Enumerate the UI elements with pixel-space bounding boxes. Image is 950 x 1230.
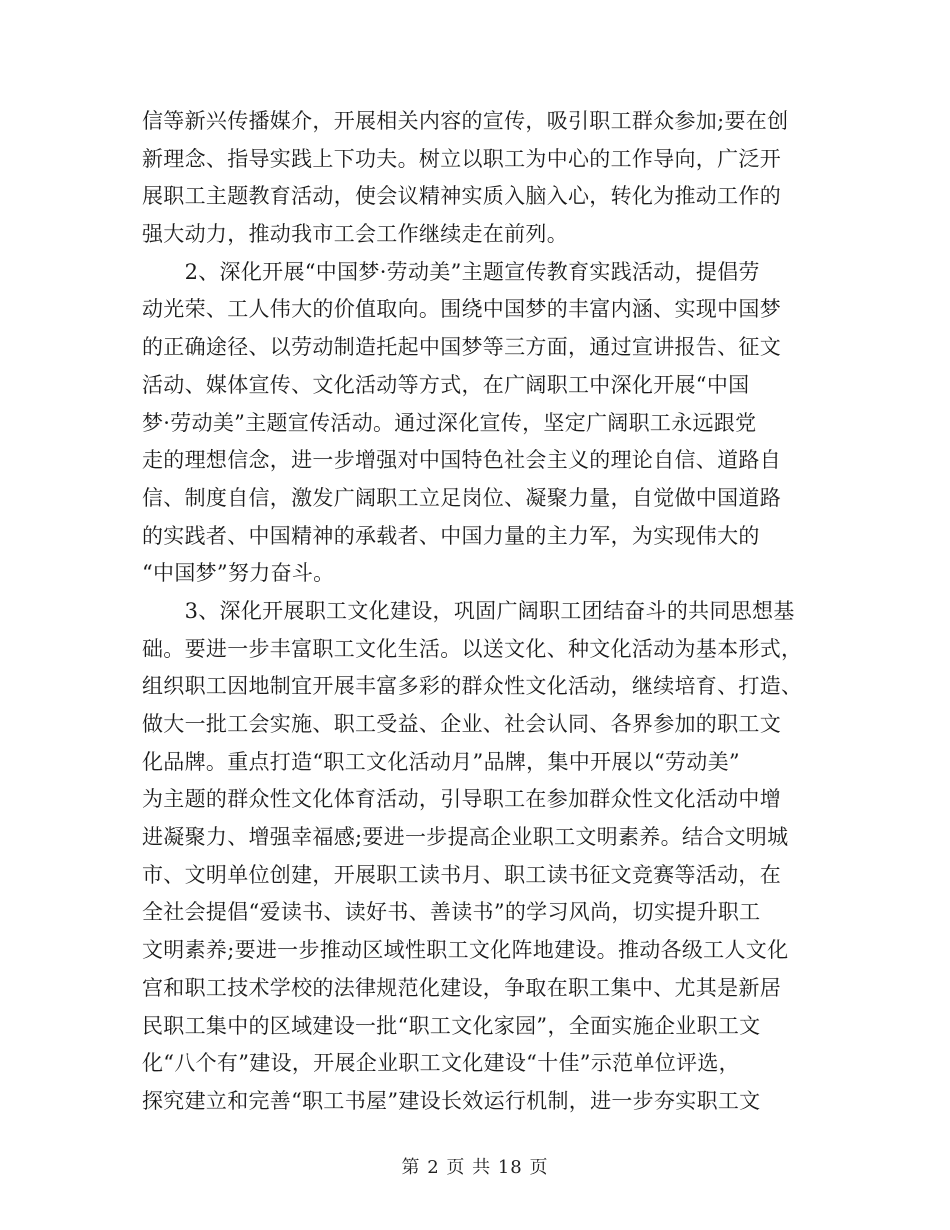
text-line-26: 化“八个有”建设，开展企业职工文化建设“十佳”示范单位评选，	[142, 1051, 740, 1076]
text-line-8: 活动、媒体宣传、文化活动等方式，在广阔职工中深化开展“中国	[142, 372, 750, 397]
text-line-9: 梦·劳动美”主题宣传活动。通过深化宣传，坚定广阔职工永远跟党	[142, 410, 757, 435]
text-line-16: 组织职工因地制宜开展丰富多彩的群众性文化活动，继续培育、打造、	[142, 674, 803, 699]
text-line-20: 进凝聚力、增强幸福感;要进一步提高企业职工文明素养。结合文明城	[142, 825, 789, 850]
text-line-27: 探究建立和完善“职工书屋”建设长效运行机制，进一步夯实职工文	[142, 1088, 761, 1113]
text-line-2: 新理念、指导实践上下功夫。树立以职工为中心的工作导向，广泛开	[142, 146, 781, 171]
text-line-18: 化品牌。重点打造“职工文化活动月”品牌，集中开展以“劳动美”	[142, 749, 740, 774]
text-line-10: 走的理想信念，进一步增强对中国特色社会主义的理论自信、道路自	[142, 448, 781, 473]
text-line-24: 宫和职工技术学校的法律规范化建设，争取在职工集中、尤其是新居	[142, 975, 781, 1000]
text-line-11: 信、制度自信，激发广阔职工立足岗位、凝聚力量，自觉做中国道路	[142, 485, 781, 510]
body-text	[142, 103, 802, 1121]
text-line-12: 的实践者、中国精神的承载者、中国力量的主力军，为实现伟大的	[142, 523, 760, 548]
page-number-footer: 第 2 页 共 18 页	[401, 1157, 549, 1178]
text-line-15: 础。要进一步丰富职工文化生活。以送文化、种文化活动为基本形式，	[142, 636, 803, 661]
text-line-4: 强大动力，推动我市工会工作继续走在前列。	[142, 222, 568, 247]
text-line-21: 市、文明单位创建，开展职工读书月、职工读书征文竞赛等活动，在	[142, 862, 781, 887]
text-line-23: 文明素养;要进一步推动区域性职工文化阵地建设。推动各级工人文化	[142, 938, 789, 963]
text-line-1: 信等新兴传播媒介，开展相关内容的宣传，吸引职工群众参加;要在创	[142, 109, 789, 133]
text-line-17: 做大一批工会实施、职工受益、企业、社会认同、各界参加的职工文	[142, 712, 781, 736]
text-line-19: 为主题的群众性文化体育活动，引导职工在参加群众性文化活动中增	[142, 787, 781, 812]
text-line-6: 动光荣、工人伟大的价值取向。围绕中国梦的丰富内涵、实现中国梦	[142, 297, 781, 322]
text-line-13: “中国梦”努力奋斗。	[142, 561, 335, 586]
text-line-22: 全社会提倡“爱读书、读好书、善读书”的学习风尚，切实提升职工	[142, 900, 761, 925]
text-line-7: 的正确途径、以劳动制造托起中国梦等三方面，通过宣讲报告、征文	[142, 335, 781, 360]
text-line-14: 3、深化开展职工文化建设，巩固广阔职工团结奋斗的共同思想基	[142, 598, 795, 623]
text-line-3: 展职工主题教育活动，使会议精神实质入脑入心，转化为推动工作的	[142, 184, 781, 209]
text-line-25: 民职工集中的区域建设一批“职工文化家园”，全面实施企业职工文	[142, 1013, 761, 1038]
text-line-5: 2、深化开展“中国梦·劳动美”主题宣传教育实践活动，提倡劳	[142, 259, 760, 284]
